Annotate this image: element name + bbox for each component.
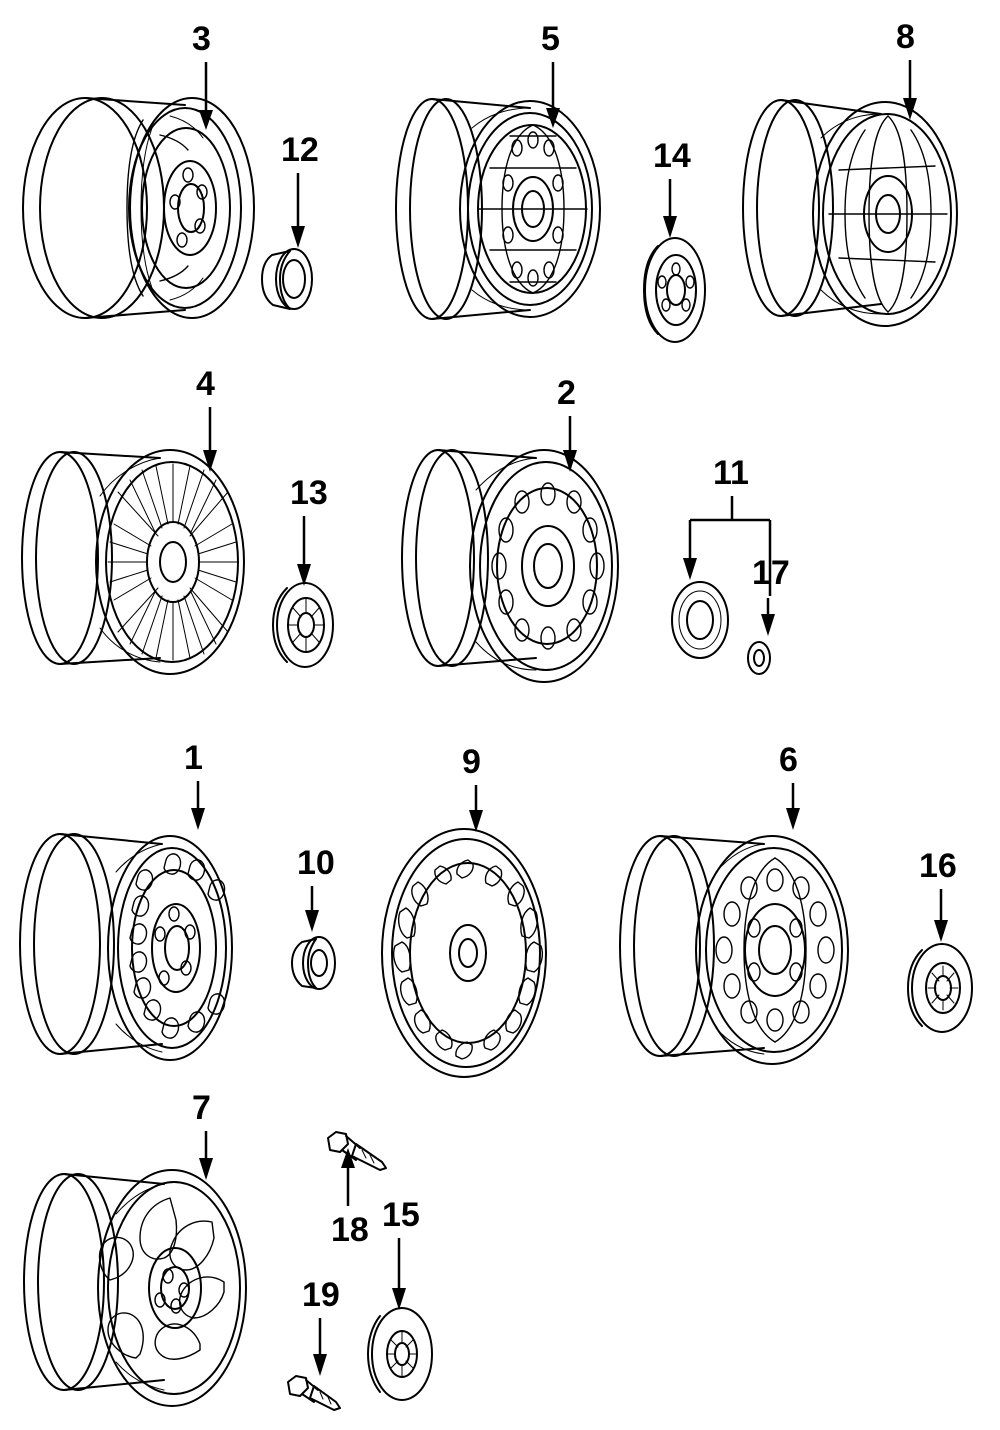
callout-14: 14 <box>653 137 691 175</box>
callout-3: 3 <box>192 20 211 58</box>
callout-6: 6 <box>779 741 798 779</box>
callout-2: 2 <box>557 374 576 412</box>
callout-10: 10 <box>297 844 335 882</box>
callout-15: 15 <box>382 1196 420 1234</box>
callout-9: 9 <box>462 743 481 781</box>
callout-4: 4 <box>196 365 215 403</box>
callout-11: 11 <box>713 454 749 492</box>
callout-1: 1 <box>184 739 203 777</box>
callout-12: 12 <box>281 131 319 169</box>
callout-5: 5 <box>541 20 560 58</box>
callout-8: 8 <box>896 18 915 56</box>
callout-13: 13 <box>290 474 328 512</box>
callout-7: 7 <box>192 1089 211 1127</box>
callout-19: 19 <box>302 1276 340 1314</box>
callout-17: 17 <box>752 554 790 592</box>
callout-16: 16 <box>919 847 957 885</box>
callout-18: 18 <box>331 1211 369 1249</box>
